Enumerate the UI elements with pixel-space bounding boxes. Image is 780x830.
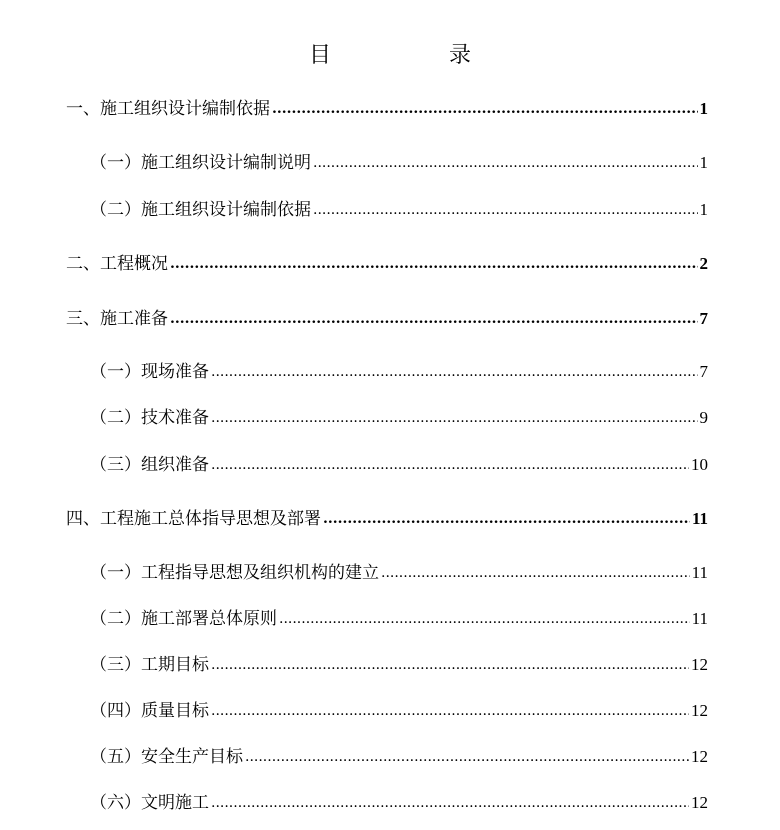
toc-entry-page-number: 7 [699,362,708,381]
toc-entry-page-number: 2 [699,254,708,273]
toc-leader-dots [245,744,689,769]
toc-leader-dots [313,197,698,222]
toc-entry-page-number: 12 [691,793,708,812]
toc-leader-dots [279,606,690,631]
toc-leader-dots [211,405,698,430]
toc-entry-label: （一）工程指导思想及组织机构的建立 [90,563,379,583]
toc-entry[interactable] [90,561,708,585]
toc-entry[interactable] [90,360,708,384]
toc-entry[interactable] [90,198,708,222]
toc-entry-page-number: 12 [691,655,708,674]
toc-leader-dots [211,452,689,477]
toc-leader-dots [211,790,689,815]
toc-entry[interactable] [90,453,708,477]
toc-entry-page-number: 1 [699,200,708,219]
toc-entry-label: （二）技术准备 [90,408,209,428]
toc-entry-label: （三）工期目标 [90,655,209,675]
toc-entry-label: 二、工程概况 [66,254,168,274]
toc-entry[interactable] [90,653,708,677]
toc-entry[interactable] [90,406,708,430]
toc-entry[interactable] [66,307,708,331]
toc-entry[interactable] [90,745,708,769]
toc-leader-dots [211,698,689,723]
toc-entry-label: （五）安全生产目标 [90,747,243,767]
toc-entry-page-number: 12 [691,701,708,720]
toc-leader-dots [170,251,698,276]
toc-entry-page-number: 7 [699,309,708,328]
toc-entry[interactable] [66,507,708,531]
toc-entry-page-number: 11 [691,609,708,628]
toc-entry-label: 三、施工准备 [66,309,168,329]
toc-entry-label: （六）文明施工 [90,793,209,813]
toc-entry-page-number: 11 [691,509,708,528]
toc-entry-label: （四）质量目标 [90,701,209,721]
toc-entry[interactable] [90,151,708,175]
toc-entry[interactable] [66,97,708,121]
toc-leader-dots [211,652,689,677]
toc-entry-label: （二）施工组织设计编制依据 [90,200,311,220]
toc-entry-page-number: 9 [699,408,708,427]
toc-entry-page-number: 11 [691,563,708,582]
toc-entry-label: 一、施工组织设计编制依据 [66,99,270,119]
toc-entry-label: 四、工程施工总体指导思想及部署 [66,509,321,529]
toc-entry[interactable] [90,791,708,815]
page-title: 目 录 [308,43,519,68]
toc-entry[interactable] [90,607,708,631]
toc-leader-dots [272,96,698,121]
toc-leader-dots [313,150,698,175]
toc-leader-dots [211,359,698,384]
toc-entry[interactable] [90,699,708,723]
toc-entry-label: （二）施工部署总体原则 [90,609,277,629]
toc-entry-page-number: 1 [699,99,708,118]
toc-leader-dots [381,560,690,585]
toc-entry-label: （一）施工组织设计编制说明 [90,153,311,173]
toc-entry-label: （三）组织准备 [90,455,209,475]
toc-leader-dots [323,506,690,531]
toc-entry-label: （一）现场准备 [90,362,209,382]
toc-entry[interactable] [66,252,708,276]
toc-entry-page-number: 10 [691,455,708,474]
toc-entry-page-number: 1 [699,153,708,172]
toc-entry-page-number: 12 [691,747,708,766]
toc-leader-dots [170,306,698,331]
